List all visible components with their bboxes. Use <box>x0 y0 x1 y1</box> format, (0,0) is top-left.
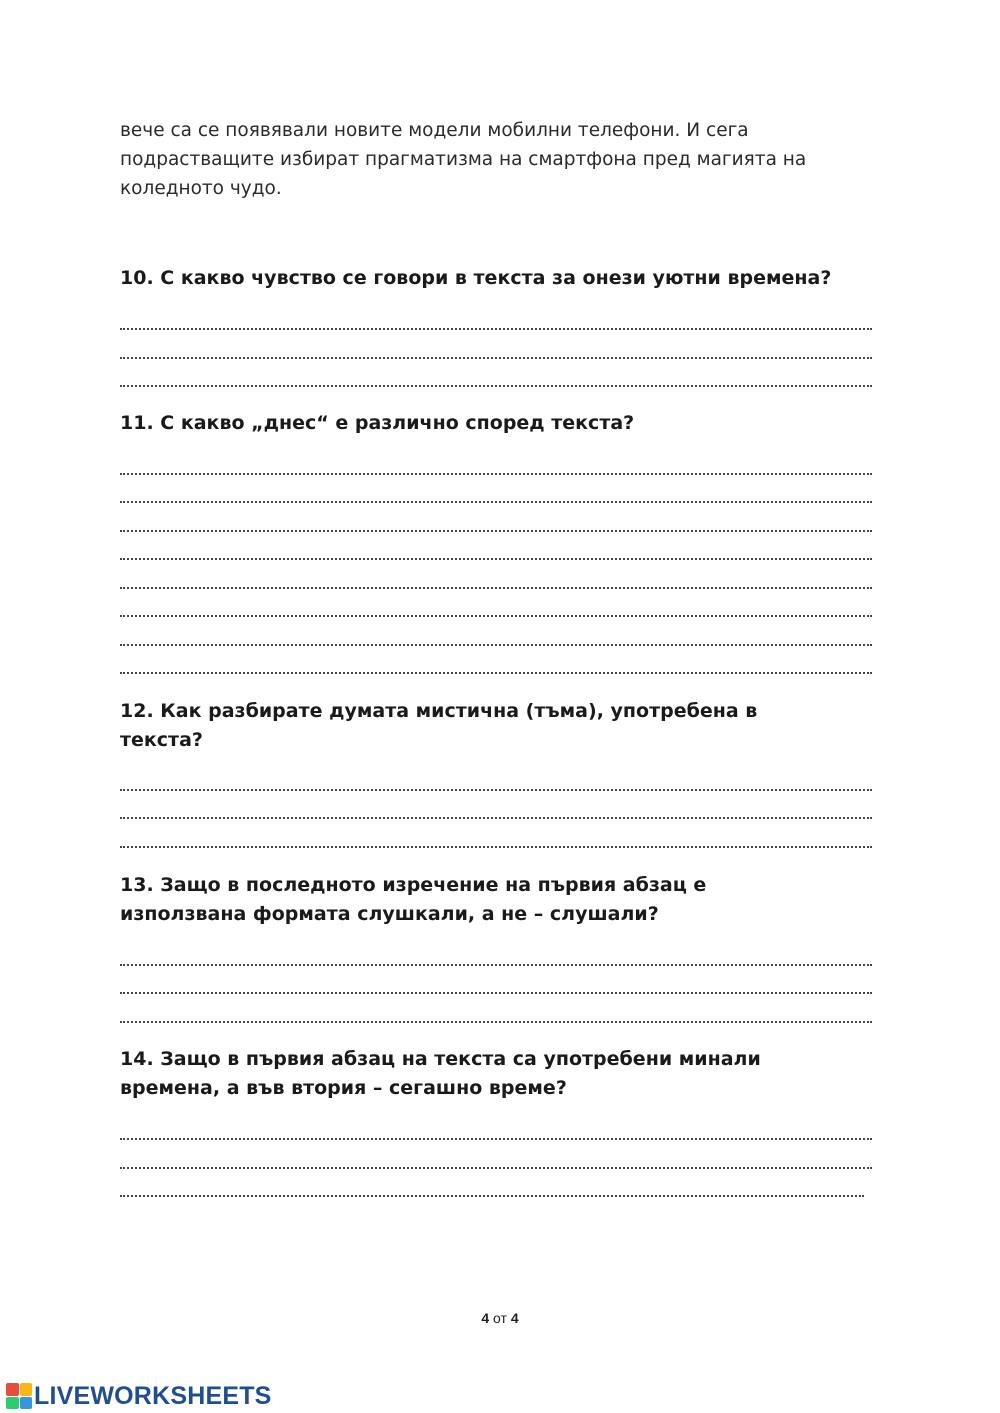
question-12-text-line-2: текста? <box>120 729 203 751</box>
answer-line-q11-8[interactable] <box>120 662 872 674</box>
question-12-text-line-1: 12. Как разбирате думата мистична (тъма), употребена в <box>120 700 758 722</box>
logo-square-yellow <box>20 1383 33 1396</box>
question-10 <box>120 264 900 293</box>
answer-line-q10-3[interactable] <box>120 375 872 387</box>
answer-line-q14-1[interactable] <box>120 1128 872 1140</box>
logo-square-blue <box>20 1397 33 1410</box>
liveworksheets-logo-icon <box>6 1383 32 1409</box>
answer-line-q12-2[interactable] <box>120 807 872 819</box>
page-number-separator: от <box>493 1310 507 1326</box>
answer-line-q12-3[interactable] <box>120 836 872 848</box>
liveworksheets-brand[interactable] <box>6 1381 272 1411</box>
question-14-text-line-1: 14. Защо в първия абзац на текста са употребени минали <box>120 1048 761 1070</box>
answer-line-q13-2[interactable] <box>120 982 872 994</box>
answer-line-q13-1[interactable] <box>120 954 872 966</box>
question-13-text-line-1: 13. Защо в последното изречение на първия абзац е <box>120 874 707 896</box>
question-13 <box>120 871 900 929</box>
question-10-text: 10. С какво чувство се говори в текста за онези уютни времена? <box>120 267 832 289</box>
answer-line-q11-4[interactable] <box>120 548 872 560</box>
answer-line-q14-2[interactable] <box>120 1157 872 1169</box>
page-number <box>0 1310 1000 1326</box>
answer-line-q11-2[interactable] <box>120 491 872 503</box>
question-14-text-line-2: времена, а във втория – сегашно време? <box>120 1077 567 1099</box>
answer-line-q10-2[interactable] <box>120 347 872 359</box>
logo-square-red <box>6 1383 19 1396</box>
answer-line-q10-1[interactable] <box>120 318 872 330</box>
answer-line-q12-1[interactable] <box>120 779 872 791</box>
question-11-text: 11. С какво „днес“ е различно според текста? <box>120 412 635 434</box>
brand-name: LIVEWORKSHEETS <box>34 1381 272 1410</box>
current-page-number: 4 <box>481 1310 490 1326</box>
intro-line-1: вече са се появявали новите модели мобилни телефони. И сега <box>120 120 749 141</box>
total-pages-number: 4 <box>510 1310 519 1326</box>
question-11 <box>120 409 900 438</box>
answer-line-q14-3[interactable] <box>120 1185 864 1197</box>
logo-square-green <box>6 1397 19 1410</box>
question-14 <box>120 1045 900 1103</box>
answer-line-q13-3[interactable] <box>120 1011 872 1023</box>
question-12 <box>120 697 900 755</box>
answer-line-q11-5[interactable] <box>120 577 872 589</box>
intro-line-3: коледното чудо. <box>120 178 282 199</box>
answer-line-q11-7[interactable] <box>120 634 872 646</box>
answer-line-q11-3[interactable] <box>120 520 872 532</box>
answer-line-q11-1[interactable] <box>120 463 872 475</box>
question-13-text-line-2: използвана формата слушкали, а не – слушали? <box>120 903 659 925</box>
intro-paragraph <box>120 116 880 203</box>
answer-line-q11-6[interactable] <box>120 605 872 617</box>
intro-line-2: подрастващите избират прагматизма на смартфона пред магията на <box>120 149 807 170</box>
